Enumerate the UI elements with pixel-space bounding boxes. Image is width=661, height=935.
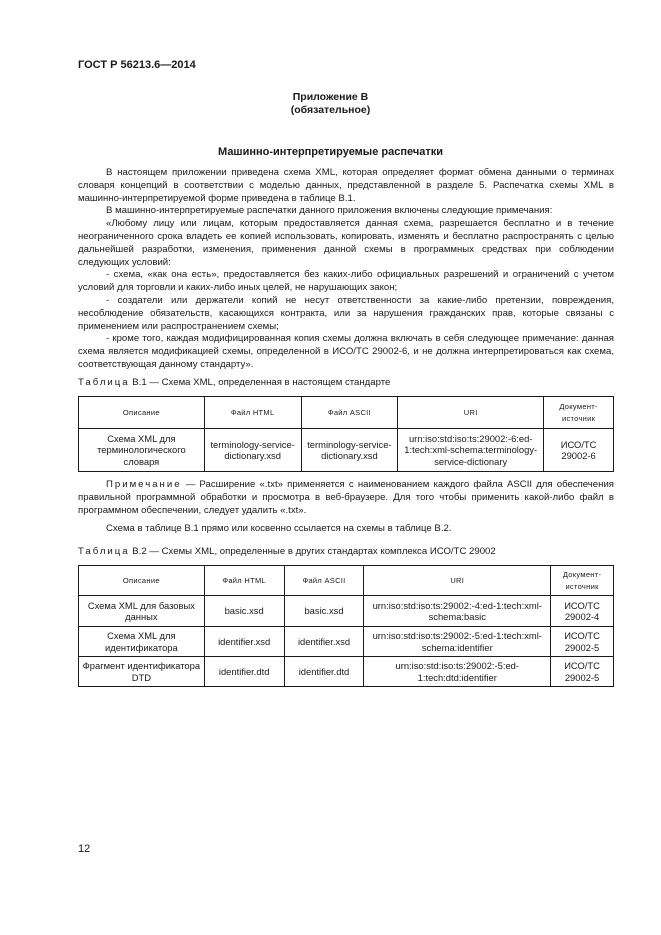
reference-text: Схема в таблице В.1 прямо или косвенно ссылается на схемы в таблице В.2.	[106, 523, 452, 534]
paragraph-condition-2: - создатели или держатели копий не несут ответственности за какие-либо претензии, повреждения, несоблюдение обязательств, касающихся контракта, или за нарушения гражданских прав, которые связаны с применением или распространением схемы;	[78, 294, 614, 332]
table-header-cell: Документ-источник	[544, 397, 614, 429]
table-header-cell: Документ-источник	[551, 566, 614, 596]
table-cell: basic.xsd	[284, 596, 364, 627]
paragraph-condition-3: - кроме того, каждая модифицированная копия схемы должна включать в себя следующее примечание: данная схема является модификацией схемы, определенной в ИСО/ТС 29002-6, и не должна интерпретироваться как схема, соответствующая данному стандарту».	[78, 333, 614, 370]
table-cell: ИСО/ТС 29002-6	[544, 429, 614, 472]
page-number: 12	[78, 843, 91, 855]
table-cell: terminology-service-dictionary.xsd	[301, 429, 398, 472]
table-cell: identifier.xsd	[204, 627, 284, 657]
body-text	[78, 167, 614, 372]
table1-caption-text: В.1 — Схема XML, определенная в настоящем стандарте	[132, 377, 391, 388]
table-header-cell: Файл ASCII	[301, 397, 398, 429]
table-cell: ИСО/ТС 29002-4	[551, 596, 614, 627]
table-cell: urn:iso:std:iso:ts:29002:-6:ed-1:tech:xml-schema:terminology-service-dictionary	[398, 429, 544, 472]
table2-caption-text: В.2 — Схемы XML, определенные в других стандартах комплекса ИСО/ТС 29002	[132, 546, 496, 557]
table1-caption	[78, 377, 390, 388]
table-header-cell: Описание	[79, 397, 205, 429]
table-row	[79, 429, 614, 472]
appendix-title: Приложение В	[292, 91, 369, 103]
table-cell: identifier.dtd	[284, 657, 364, 687]
table-header-cell: Файл HTML	[204, 566, 284, 596]
table-cell: ИСО/ТС 29002-5	[551, 657, 614, 687]
appendix-status: (обязательное)	[290, 104, 371, 116]
table-b2	[78, 565, 614, 687]
paragraph-license: «Любому лицу или лицам, которым предоставляется данная схема, разрешается бесплатно и в течение неограниченного срока владеть ее копией использовать, копировать, изменять и бесплатно распространять с целью дальнейшей разработки, изменения, применения данной схемы в программных средствах при соблюдении следующих условий:	[78, 218, 614, 268]
table1-caption-label: Таблица	[78, 377, 130, 388]
table-header-cell: URI	[398, 397, 544, 429]
table-row	[79, 657, 614, 687]
table-header-cell: Файл ASCII	[284, 566, 364, 596]
table-cell: Схема XML для базовых данных	[79, 596, 205, 627]
table-cell: Схема XML для идентификатора	[79, 627, 205, 657]
table2-caption	[78, 546, 496, 557]
table-header-row	[79, 566, 614, 596]
table-row	[79, 596, 614, 627]
table-header-row	[79, 397, 614, 429]
table-cell: Схема XML для терминологического словаря	[79, 429, 205, 472]
note-label: Примечание	[106, 479, 182, 490]
table1-note	[78, 479, 614, 517]
table-header-cell: Описание	[79, 566, 205, 596]
table-cell: identifier.dtd	[204, 657, 284, 687]
standard-header: ГОСТ Р 56213.6—2014	[78, 59, 196, 71]
section-title: Машинно-интерпретируемые распечатки	[218, 146, 443, 158]
table-cell: basic.xsd	[204, 596, 284, 627]
paragraph-intro: В настоящем приложении приведена схема XML, которая определяет формат обмена данными о терминах словаря концепций в соответствии с моделью данных, представленной в разделе 5. Распечатка схемы XML в машинно-интерпретируемой форме приведена в таблице В.1.	[78, 167, 614, 204]
table-cell: urn:iso:std:iso:ts:29002:-5:ed-1:tech:xml-schema:identifier	[364, 627, 551, 657]
table-cell: Фрагмент идентификатора DTD	[79, 657, 205, 687]
paragraph-condition-1: - схема, «как она есть», предоставляется без каких-либо официальных разрешений и ограничений с учетом условий для торговли и каких-либо иных целей, не нарушающих закон;	[78, 269, 614, 294]
table-cell: urn:iso:std:iso:ts:29002:-4:ed-1:tech:xml-schema:basic	[364, 596, 551, 627]
paragraph-notes-intro: В машинно-интерпретируемые распечатки данного приложения включены следующие примечания:	[106, 205, 553, 217]
table-cell: ИСО/ТС 29002-5	[551, 627, 614, 657]
table-header-cell: URI	[364, 566, 551, 596]
table-cell: urn:iso:std:iso:ts:29002:-5:ed-1:tech:dtd:identifier	[364, 657, 551, 687]
table-header-cell: Файл HTML	[204, 397, 301, 429]
table-cell: terminology-service-dictionary.xsd	[204, 429, 301, 472]
table2-caption-label: Таблица	[78, 546, 130, 557]
note-text: — Расширение «.txt» применяется с наименованием каждого файла ASCII для обеспечения правильной программной обработки и просмотра в веб-браузере. Для того чтобы применить какой-либо файл в программном обеспечении, следует удалить «.txt».	[78, 479, 614, 516]
table-b1	[78, 396, 614, 472]
table-row	[79, 627, 614, 657]
table-cell: identifier.xsd	[284, 627, 364, 657]
